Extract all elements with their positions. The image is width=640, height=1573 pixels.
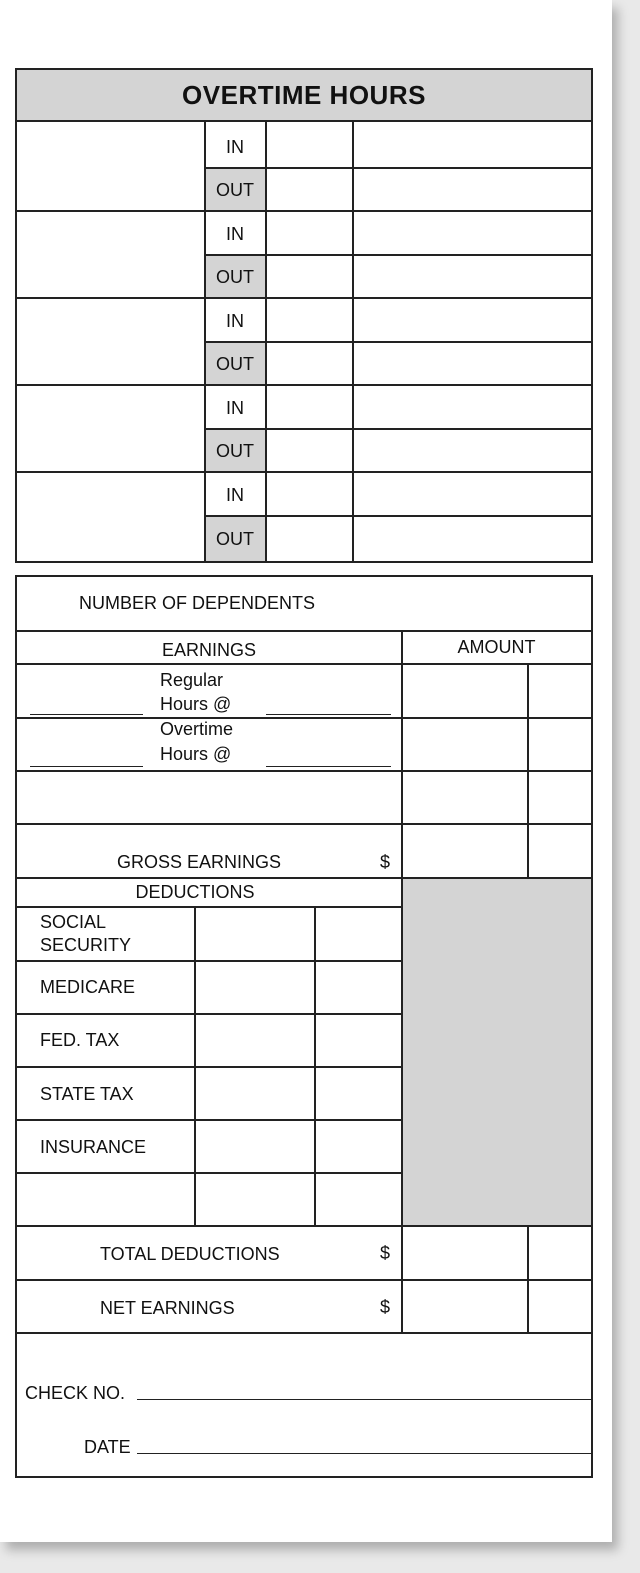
divider — [17, 471, 591, 473]
overtime-hours-blank[interactable] — [30, 766, 143, 767]
regular-rate-blank[interactable] — [266, 714, 391, 715]
earnings-header: EARNINGS — [161, 640, 257, 660]
check-no-line[interactable] — [137, 1399, 591, 1400]
net-earnings-label: NET EARNINGS — [100, 1298, 235, 1318]
total-deductions-dollar: $ — [380, 1243, 391, 1263]
medicare-label: MEDICARE — [40, 977, 136, 997]
fed-tax-label: FED. TAX — [40, 1030, 120, 1050]
divider — [17, 1119, 401, 1121]
divider — [17, 1066, 401, 1068]
in-label: IN — [226, 311, 244, 331]
overtime-rate-blank[interactable] — [266, 766, 391, 767]
state-tax-label: STATE TAX — [40, 1084, 134, 1104]
total-deductions-label: TOTAL DEDUCTIONS — [100, 1244, 280, 1264]
divider — [204, 428, 591, 430]
regular-label: Regular — [160, 670, 224, 690]
divider — [204, 515, 591, 517]
gross-dollar-sign: $ — [380, 852, 391, 872]
out-label: OUT — [216, 267, 254, 287]
date-line[interactable] — [137, 1453, 591, 1454]
divider — [204, 254, 591, 256]
divider — [17, 210, 591, 212]
divider — [17, 906, 401, 908]
out-label: OUT — [216, 441, 254, 461]
deductions-header: DEDUCTIONS — [135, 882, 255, 902]
regular-hours-blank[interactable] — [30, 714, 143, 715]
divider — [204, 341, 591, 343]
divider — [17, 1013, 401, 1015]
divider — [17, 1332, 591, 1334]
divider — [17, 770, 591, 772]
social-security-label: SOCIAL — [40, 912, 107, 932]
amount-header: AMOUNT — [457, 637, 536, 657]
net-earnings-dollar: $ — [380, 1297, 391, 1317]
overtime-hours-section — [15, 68, 593, 563]
out-label: OUT — [216, 354, 254, 374]
in-label: IN — [226, 137, 244, 157]
divider — [17, 717, 591, 719]
divider — [17, 297, 591, 299]
divider — [17, 384, 591, 386]
overtime-label: Overtime — [160, 719, 234, 739]
divider — [204, 167, 591, 169]
gross-earnings-label: GROSS EARNINGS — [117, 852, 282, 872]
divider — [17, 960, 401, 962]
date-label: DATE — [84, 1437, 131, 1457]
social-security-label-2: SECURITY — [40, 935, 132, 955]
overtime-hours-label: Hours @ — [160, 744, 232, 764]
deductions-gray-block — [403, 879, 591, 1225]
in-label: IN — [226, 398, 244, 418]
out-label: OUT — [216, 529, 254, 549]
insurance-label: INSURANCE — [40, 1137, 147, 1157]
in-label: IN — [226, 224, 244, 244]
check-no-label: CHECK NO. — [25, 1383, 126, 1403]
regular-hours-label: Hours @ — [160, 694, 232, 714]
divider — [17, 823, 591, 825]
in-label: IN — [226, 485, 244, 505]
dependents-label: NUMBER OF DEPENDENTS — [79, 593, 316, 613]
divider — [17, 1279, 591, 1281]
divider — [17, 1225, 591, 1227]
divider — [17, 663, 591, 665]
divider — [17, 630, 591, 632]
out-label: OUT — [216, 180, 254, 200]
divider — [17, 1172, 401, 1174]
overtime-title: OVERTIME HOURS — [182, 80, 426, 110]
divider — [17, 120, 591, 122]
